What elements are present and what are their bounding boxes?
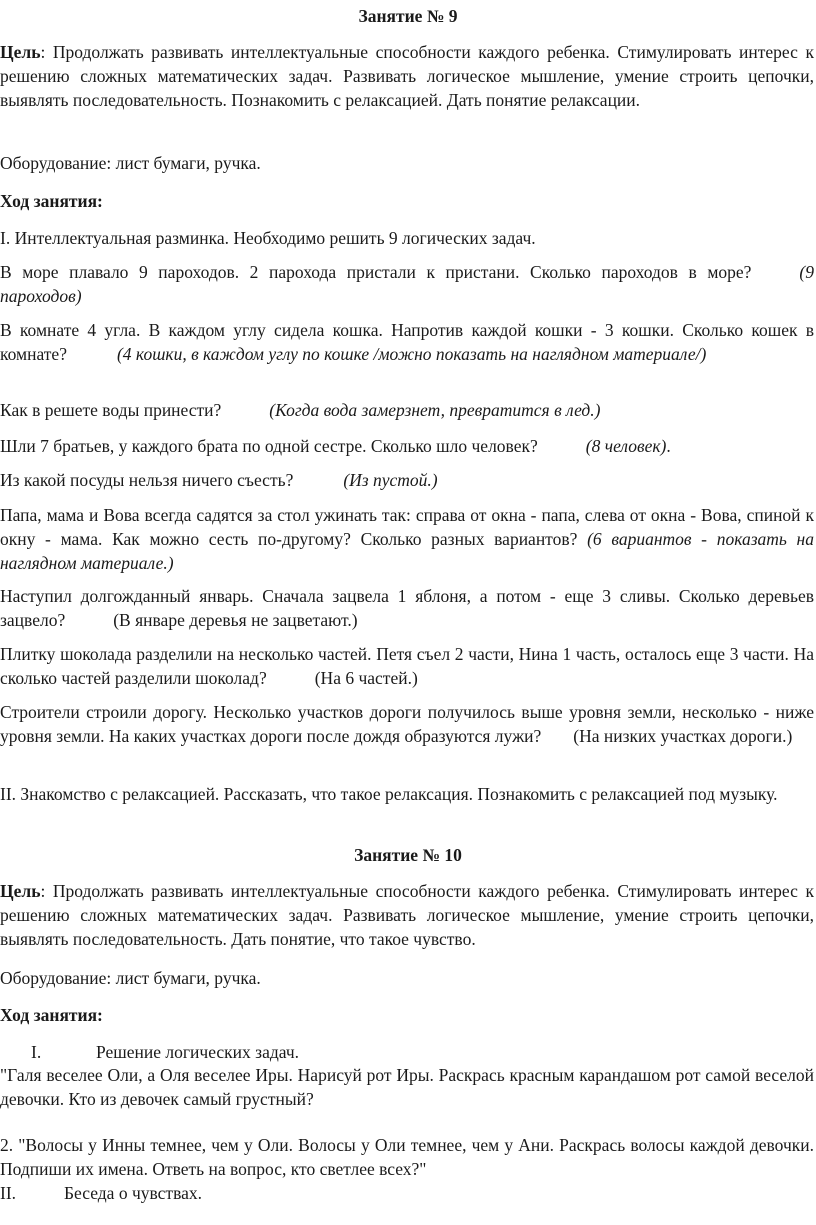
task-question: Как в решете воды принести?	[0, 400, 222, 420]
list-number: I.	[31, 1042, 42, 1062]
lesson9-task-9	[0, 700, 814, 748]
task-question: Наступил долгожданный январь. Сначала зацвела 1 яблоня, а потом - еще 3 сливы. Сколько деревьев зацвело?	[0, 586, 814, 630]
lesson10-task1: "Галя веселее Оли, а Оля веселее Иры. Нарисуй рот Иры. Раскрась красным карандашом рот самой веселой девочки. Кто из девочек самый грустный?	[0, 1065, 814, 1109]
lesson9-task-2	[0, 318, 814, 366]
lesson9-task-3	[0, 398, 601, 422]
lesson10-title: Занятие № 10	[354, 845, 462, 865]
lesson9-goal	[0, 40, 814, 112]
lesson9-course-heading: Ход занятия:	[0, 191, 103, 211]
task-question: В комнате 4 угла. В каждом углу сидела кошка. Напротив каждой кошки - 3 кошки. Сколько кошек в комнате?	[0, 320, 814, 364]
lesson9-part2: II. Знакомство с релаксацией. Рассказать, что такое релаксация. Познакомить с релаксацией под музыку.	[0, 784, 778, 804]
lesson9-goal-text: : Продолжать развивать интеллектуальные способности каждого ребенка. Стимулировать интерес к решению сложных математических задач. Развивать логическое мышление, умение строить цепочки, выявлять последовательность. Познакомить с релаксацией. Дать понятие релаксации.	[0, 42, 814, 110]
task-answer: (На 6 частей.)	[314, 668, 418, 688]
task-answer: (4 кошки, в каждом углу по кошке /можно показать на наглядном материале/)	[116, 344, 707, 364]
lesson10-goal	[0, 879, 814, 951]
task-question: Папа, мама и Вова всегда садятся за стол ужинать так: справа от окна - папа, слева от окна - Вова, спиной к окну - мама. Как можно сесть по-другому? Сколько разных вариантов?	[0, 505, 814, 549]
lesson9-task-1	[0, 260, 814, 308]
task-tail: .	[666, 436, 671, 456]
task-question: В море плавало 9 пароходов. 2 парохода пристали к пристани. Сколько пароходов в море?	[0, 262, 752, 282]
task-answer: (8 человек)	[585, 436, 667, 456]
task-answer: (Когда вода замерзнет, превратится в лед.)	[269, 400, 601, 420]
task-answer: (Из пустой.)	[343, 470, 438, 490]
lesson10-course-heading: Ход занятия:	[0, 1005, 103, 1025]
lesson10-task2: 2. "Волосы у Инны темнее, чем у Оли. Волосы у Оли темнее, чем у Ани. Раскрась волосы каждой девочки. Подпиши их имена. Ответь на вопрос, кто светлее всех?"	[0, 1135, 814, 1179]
task-question: Плитку шоколада разделили на несколько частей. Петя съел 2 части, Нина 1 часть, осталось еще 3 части. На сколько частей разделили шоколад?	[0, 644, 814, 688]
lesson10-item1	[0, 1040, 299, 1064]
task-answer: (На низких участках дороги.)	[573, 726, 793, 746]
lesson9-task-7	[0, 584, 814, 632]
lesson9-task-8	[0, 642, 814, 690]
task-question: Из какой посуды нельзя ничего съесть?	[0, 470, 294, 490]
lesson9-task-6	[0, 503, 814, 575]
lesson9-title: Занятие № 9	[358, 6, 458, 26]
lesson10-item2	[0, 1181, 202, 1205]
list-number: II.	[0, 1183, 17, 1203]
lesson10-goal-label: Цель	[0, 881, 41, 901]
lesson9-equipment: Оборудование: лист бумаги, ручка.	[0, 153, 261, 173]
task-answer: (6 вариантов - показать на наглядном материале.)	[0, 529, 814, 573]
lesson9-task-5	[0, 468, 438, 492]
task-question: Строители строили дорогу. Несколько участков дороги получилось выше уровня земли, несколько - ниже уровня земли. На каких участках дороги после дождя образуются лужи?	[0, 702, 814, 746]
lesson9-part1: I. Интеллектуальная разминка. Необходимо решить 9 логических задач.	[0, 228, 536, 248]
lesson10-equipment: Оборудование: лист бумаги, ручка.	[0, 968, 261, 988]
lesson9-task-4	[0, 434, 671, 458]
lesson10-goal-text: : Продолжать развивать интеллектуальные способности каждого ребенка. Стимулировать интерес к решению сложных математических задач. Развивать логическое мышление, умение строить цепочки, выявлять последовательность. Дать понятие, что такое чувство.	[0, 881, 814, 949]
list-text: Беседа о чувствах.	[64, 1183, 202, 1203]
lesson9-goal-label: Цель	[0, 42, 41, 62]
list-text: Решение логических задач.	[96, 1042, 300, 1062]
task-question: Шли 7 братьев, у каждого брата по одной сестре. Сколько шло человек?	[0, 436, 538, 456]
task-answer: (В январе деревья не зацветают.)	[113, 610, 358, 630]
task-answer: (9 пароходов)	[0, 262, 814, 306]
